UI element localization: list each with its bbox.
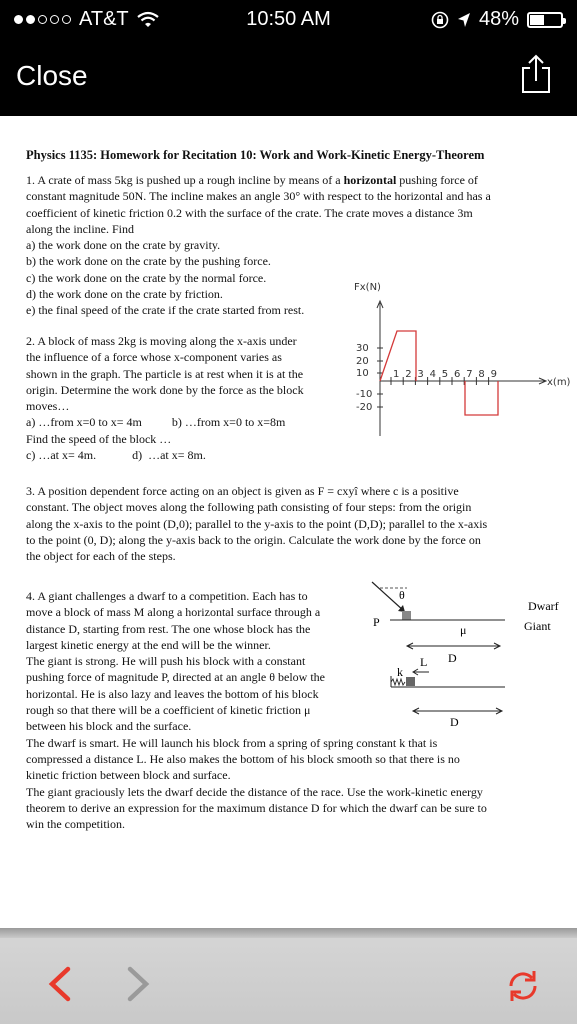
close-button[interactable]: Close: [16, 60, 88, 91]
giant-distance-label: D: [448, 651, 457, 665]
problem-1-text-tail: pushing force of: [396, 173, 478, 187]
problem-4-line: The giant is strong. He will push his block with a constant: [26, 654, 306, 669]
graph-y-tick-label: 30: [356, 343, 369, 354]
share-icon[interactable]: [521, 54, 551, 94]
bottom-toolbar: [0, 928, 577, 1024]
problem-1-line: d) the work done on the crate by friction.: [26, 287, 223, 302]
battery-percent: 48%: [478, 8, 519, 30]
giant-dwarf-diagram: [360, 578, 570, 728]
graph-x-tick-label: 5: [441, 369, 449, 380]
spring-coil: [391, 679, 405, 685]
problem-1-line: c) the work done on the crate by the normal force.: [26, 270, 267, 285]
spring-k-label: k: [397, 665, 403, 679]
problem-3: [26, 483, 487, 564]
problem-4-line: rough so that there will be a coefficient of kinetic friction μ: [26, 703, 311, 718]
graph-x-tick-label: 8: [478, 369, 485, 380]
problem-4-line: between his block and the surface.: [26, 719, 192, 734]
graph-ylabel: Fx(N): [354, 282, 381, 293]
dwarf-block: [406, 677, 415, 686]
problem-4-line: distance D, starting from rest. The one whose block has the: [26, 621, 311, 636]
toolbar-separator: [0, 928, 577, 938]
bold-word: horizontal: [343, 173, 397, 187]
theta-label: θ: [399, 588, 405, 602]
problem-3-line: to the point (0, D); along the y-axis back to the origin. Calculate the work done by the force on: [26, 532, 481, 547]
problem-4-line: horizontal. He is also lazy and leaves the bottom of his block: [26, 686, 319, 701]
problem-1-line: a) the work done on the crate by gravity.: [26, 238, 221, 253]
problem-4-line: largest kinetic energy at the end will be the winner.: [26, 637, 271, 652]
graph-x-tick-label: 9: [490, 369, 497, 380]
dwarf-distance-label: D: [450, 715, 459, 729]
graph-y-ticks: [356, 343, 383, 413]
graph-x-tick-label: 7: [466, 369, 473, 380]
graph-x-tick-label: 4: [429, 369, 436, 380]
problem-4-line: The dwarf is smart. He will launch his block from a spring of spring constant k that is: [26, 735, 438, 750]
problem-2-line: moves…: [26, 399, 70, 414]
carrier-name: AT&T: [79, 8, 129, 30]
dwarf-label: Dwarf: [528, 599, 559, 613]
problem-3-line: constant. The object moves along the following path consisting of four steps: from the origin: [26, 500, 472, 515]
graph-y-tick-label: 20: [356, 356, 369, 367]
compression-l-label: L: [420, 655, 428, 669]
problem-4-line: win the competition.: [26, 817, 125, 832]
document-view: [0, 116, 577, 928]
problem-2-line: 2. A block of mass 2kg is moving along the x-axis under: [26, 334, 297, 348]
graph-x-tick-label: 3: [417, 369, 424, 380]
problem-2-line: the influence of a force whose x-component varies as: [26, 350, 282, 365]
problem-1-text-start: 1. A crate of mass 5kg is pushed up a rough incline by means of a: [26, 173, 344, 187]
document-title: Physics 1135: Homework for Recitation 10: Work and Work-Kinetic Energy-Theorem: [26, 148, 485, 162]
p-label: P: [373, 615, 380, 629]
graph-force-negative-region: [465, 381, 498, 415]
problem-1-line-0: [26, 172, 491, 188]
status-bar: [0, 0, 577, 40]
problem-1-line: constant magnitude 50N. The incline makes an angle 30° with respect to the horizontal and has a: [26, 189, 491, 204]
location-arrow-icon: [457, 12, 471, 28]
graph-x-tick-label: 6: [454, 369, 461, 380]
problem-2-line: c) …at x= 4m. d) …at x= 8m.: [26, 448, 206, 463]
force-graph: [340, 278, 571, 438]
nav-bar: [0, 40, 577, 116]
graph-x-ticks: [391, 369, 497, 385]
graph-y-tick-label: 10: [356, 368, 369, 379]
rotation-lock-icon: [431, 11, 449, 29]
problem-2: [26, 333, 304, 463]
graph-x-tick-label: 2: [405, 369, 412, 380]
graph-y-tick-label: -10: [356, 389, 373, 400]
graph-xlabel: x(m): [547, 377, 571, 388]
status-right: [431, 8, 563, 31]
back-icon[interactable]: [44, 966, 74, 1002]
problem-1-line: e) the final speed of the crate if the crate started from rest.: [26, 303, 305, 318]
problem-2-line: origin. Determine the work done by the force as the block: [26, 382, 304, 397]
problem-1-line: coefficient of kinetic friction 0.2 with the surface of the crate. The crate moves a distance 3m: [26, 205, 473, 220]
giant-label: Giant: [524, 619, 551, 633]
problem-2-line: shown in the graph. The particle is at rest when it is at the: [26, 366, 304, 381]
giant-block: [402, 611, 411, 620]
problem-1-line: along the incline. Find: [26, 221, 134, 236]
mu-label: μ: [460, 623, 467, 637]
problem-4-line: kinetic friction between block and surface.: [26, 768, 231, 783]
problem-4-line: compressed a distance L. He also makes the bottom of his block smooth so that there is no: [26, 751, 460, 766]
problem-3-line: along the x-axis to the point (D,0); parallel to the y-axis to the point (D,D); parallel to the x-axis: [26, 516, 488, 531]
battery-icon: [527, 12, 563, 28]
status-time: 10:50 AM: [246, 8, 331, 30]
problem-2-line: a) …from x=0 to x= 4m b) …from x=0 to x=8m: [26, 415, 286, 430]
forward-icon[interactable]: [124, 966, 154, 1002]
problem-3-line: 3. A position dependent force acting on an object is given as F = cxyî where c is a positive: [26, 484, 459, 498]
graph-y-tick-label: -20: [356, 402, 373, 413]
reload-icon[interactable]: [505, 968, 541, 1004]
problem-1-line: b) the work done on the crate by the pushing force.: [26, 254, 271, 269]
graph-x-tick-label: 1: [393, 369, 400, 380]
problem-4-line: The giant graciously lets the dwarf decide the distance of the race. Use the work-kinetic energy: [26, 784, 483, 799]
problem-4-line: pushing force of magnitude P, directed at an angle θ below the: [26, 670, 325, 685]
problem-3-line: the object for each of the steps.: [26, 549, 176, 564]
problem-2-line: Find the speed of the block …: [26, 431, 172, 446]
problem-4-line: 4. A giant challenges a dwarf to a competition. Each has to: [26, 589, 308, 603]
problem-4-line: theorem to derive an expression for the maximum distance D for which the dwarf can be sure to: [26, 800, 487, 815]
problem-4-line: move a block of mass M along a horizontal surface through a: [26, 605, 321, 620]
